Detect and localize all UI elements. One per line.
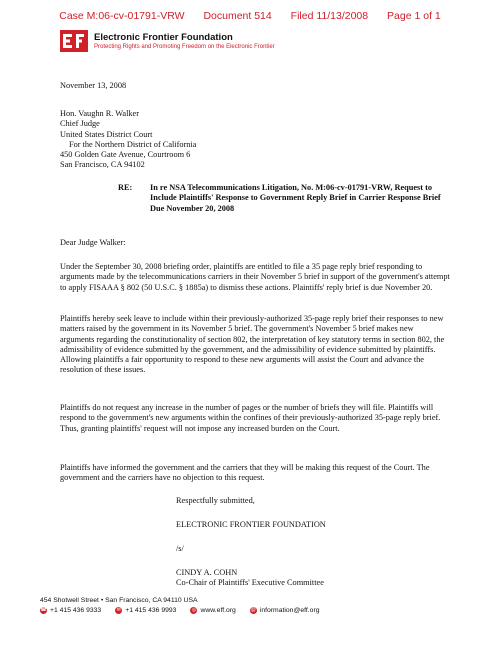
closing: Respectfully submitted,	[176, 496, 255, 505]
web-link[interactable]: www.eff.org	[200, 607, 236, 614]
phone-text: +1 415 436 9333	[50, 607, 102, 614]
address-line: San Francisco, CA 94102	[60, 160, 145, 170]
letter-date: November 13, 2008	[60, 81, 127, 90]
address-line: Chief Judge	[60, 119, 100, 129]
re-label: RE:	[118, 183, 133, 192]
document-number: Document 514	[203, 10, 272, 22]
footer-fax	[115, 607, 176, 614]
footer-phone	[40, 607, 101, 614]
signature-org: ELECTRONIC FRONTIER FOUNDATION	[176, 520, 326, 529]
globe-icon: ◎	[191, 607, 197, 613]
footer-contacts	[40, 607, 460, 614]
filed-date: Filed 11/13/2008	[290, 10, 369, 22]
paragraph: Under the September 30, 2008 briefing order, plaintiffs are entitled to file a 35 page reply brief responding to arguments made by the telecommunications carriers in their November 5 brief in support of the government's attempt to apply FISAAA § 802 (50 U.S.C. § 1885a) to dismiss these actions. Plaintiffs' reply brief is due November 20.	[60, 262, 450, 292]
signer-title: Co-Chair of Plaintiffs' Executive Committee	[176, 578, 324, 587]
signature-mark: /s/	[176, 544, 184, 553]
salutation: Dear Judge Walker:	[60, 238, 126, 247]
address-line: 450 Golden Gate Avenue, Courtroom 6	[60, 150, 191, 160]
eff-logo-icon	[60, 30, 88, 52]
footer-email[interactable]	[250, 607, 320, 614]
address-line: United States District Court	[60, 129, 153, 139]
case-header	[0, 10, 500, 22]
page-number: Page 1 of 1	[387, 10, 441, 22]
org-name: Electronic Frontier Foundation	[94, 32, 233, 43]
address-line: Hon. Vaughn R. Walker	[60, 109, 139, 118]
org-tagline: Protecting Rights and Promoting Freedom on the Electronic Frontier	[94, 44, 275, 50]
footer-web[interactable]	[190, 607, 235, 614]
email-icon: @	[250, 607, 256, 613]
address-line: For the Northern District of California	[69, 139, 197, 149]
case-number: Case M:06-cv-01791-VRW	[59, 10, 185, 22]
fax-text: +1 415 436 9993	[125, 607, 177, 614]
paragraph: Plaintiffs hereby seek leave to include within their previously-authorized 35-page reply brief their responses to new matters raised by the government in its November 5 brief. The government's November 5 brief makes new arguments regarding the constitutionality of section 802, the interpretation of key statutory terms in section 802, the admissibility of evidence submitted by the government, and the admissibility of evidence submitted by plaintiffs. Allowing plaintiffs a fair opportunity to respond to these new arguments will assist the Court and advance the resolution of these issues.	[60, 314, 445, 375]
phone-icon: ☎	[40, 607, 47, 613]
recipient-address	[60, 109, 450, 171]
email-link[interactable]: information@eff.org	[259, 607, 320, 614]
paragraph: Plaintiffs do not request any increase in the number of pages or the number of briefs they will file. Plaintiffs will respond to the government's new arguments within the confines of their previously-authorized 35-page reply brief. Thus, granting plaintiffs' request will not impose any increased burden on the Court.	[60, 403, 441, 433]
fax-icon: ✉	[116, 607, 121, 613]
paragraph: Plaintiffs have informed the government and the carriers that they will be making this request of the Court. The government and the carriers have no objection to this request.	[60, 463, 430, 483]
footer-address: 454 Shotwell Street • San Francisco, CA 94110 USA	[40, 597, 198, 604]
signer-name: CINDY A. COHN	[176, 568, 238, 577]
re-subject: In re NSA Telecommunications Litigation, No. M:06-cv-01791-VRW, Request to Include Plaintiffs' Response to Government Reply Brief in Carrier Response Brief Due November 20, 2008	[150, 183, 441, 213]
